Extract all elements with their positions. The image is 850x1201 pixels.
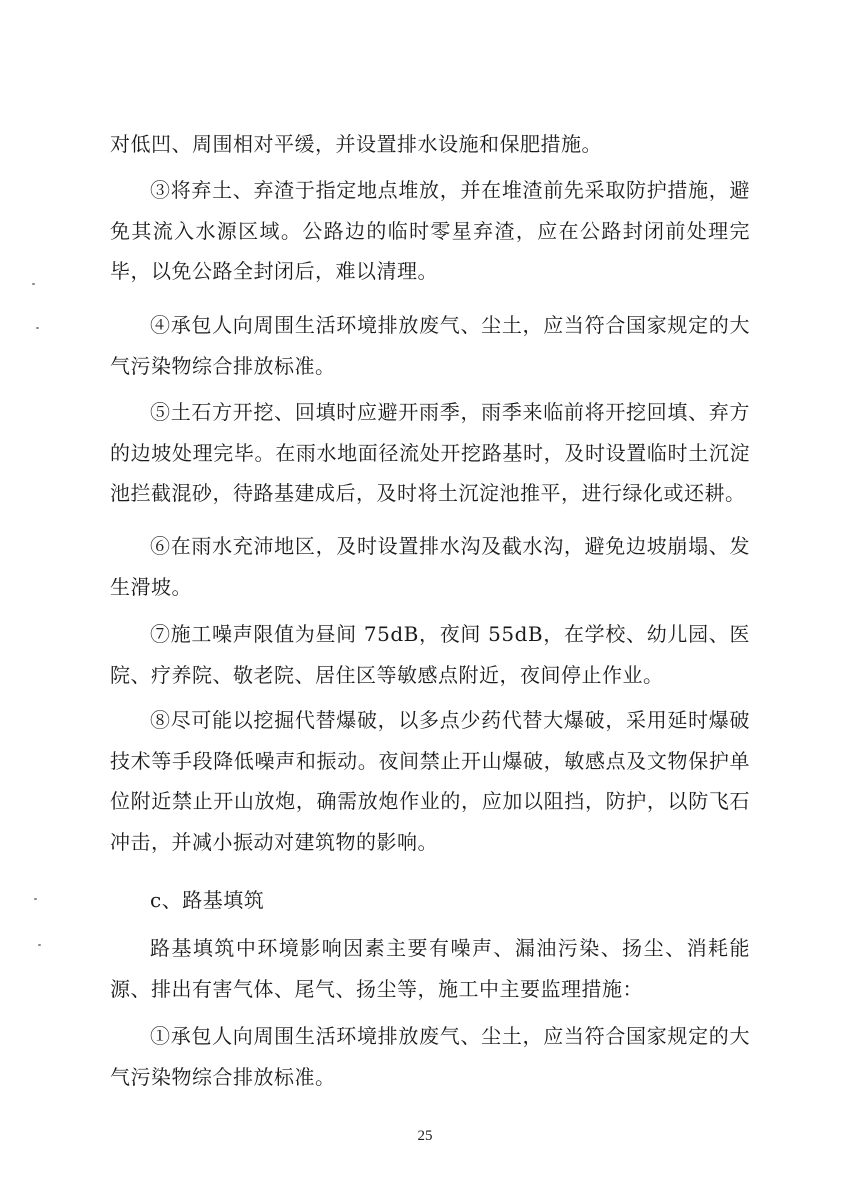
page-number: 25 <box>417 1128 433 1144</box>
paragraph-item-4: ④承包人向周围生活环境排放废气、尘土，应当符合国家规定的大气污染物综合排放标准。 <box>110 313 750 378</box>
scan-speck <box>36 327 39 329</box>
paragraph-item-5: ⑤土石方开挖、回填时应避开雨季，雨季来临前将开挖回填、弃方的边坡处理完毕。在雨水地面径流处开挖路基时，及时设置临时土沉淀池拦截混砂，待路基建成后，及时将土沉淀池推平，进行绿化或还耕。 <box>110 400 750 505</box>
scan-speck <box>34 898 37 900</box>
scan-speck <box>38 944 41 946</box>
paragraph-item-6: ⑥在雨水充沛地区，及时设置排水沟及截水沟，避免边坡崩塌、发生滑坡。 <box>110 534 750 599</box>
paragraph-item-3: ③将弃土、弃渣于指定地点堆放，并在堆渣前先采取防护措施，避免其流入水源区域。公路边的临时零星弃渣，应在公路封闭前处理完毕，以免公路全封闭后，难以清理。 <box>110 178 750 283</box>
paragraph-item-7: ⑦施工噪声限值为昼间 75dB，夜间 55dB，在学校、幼儿园、医院、疗养院、敬老院、居住区等敏感点附近，夜间停止作业。 <box>110 622 750 687</box>
scan-speck <box>32 283 35 285</box>
paragraph-subgrade-intro: 路基填筑中环境影响因素主要有噪声、漏油污染、扬尘、消耗能源、排出有害气体、尾气、扬尘等，施工中主要监理措施： <box>110 936 750 1001</box>
section-heading-subgrade-filling: c、路基填筑 <box>150 888 265 912</box>
paragraph-continuation: 对低凹、周围相对平缓，并设置排水设施和保肥措施。 <box>110 132 602 156</box>
paragraph-subgrade-item-1: ①承包人向周围生活环境排放废气、尘土，应当符合国家规定的大气污染物综合排放标准。 <box>110 1024 750 1089</box>
paragraph-item-8: ⑧尽可能以挖掘代替爆破，以多点少药代替大爆破，采用延时爆破技术等手段降低噪声和振动。夜间禁止开山爆破，敏感点及文物保护单位附近禁止开山放炮，确需放炮作业的，应加以阻挡，防护，以防飞石冲击，并减小振动对建筑物的影响。 <box>110 708 750 854</box>
